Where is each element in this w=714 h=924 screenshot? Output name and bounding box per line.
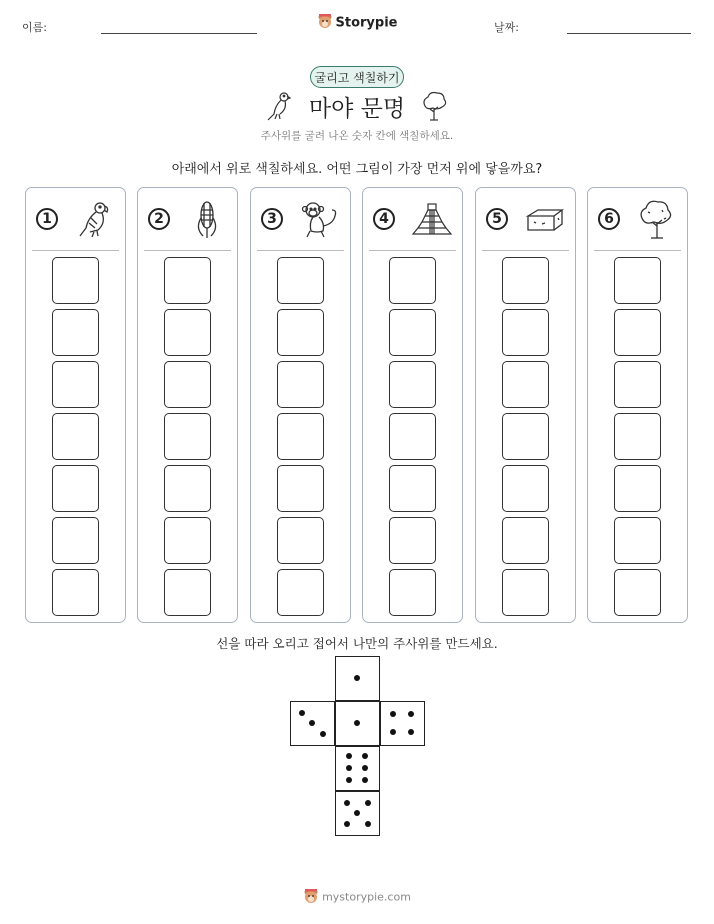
brand-name: Storypie bbox=[335, 15, 398, 31]
column-divider bbox=[257, 250, 344, 251]
column-number: 2 bbox=[148, 208, 170, 230]
color-box[interactable] bbox=[277, 569, 324, 616]
color-box[interactable] bbox=[614, 361, 661, 408]
dice-instruction: 선을 따라 오리고 접어서 나만의 주사위를 만드세요. bbox=[216, 636, 498, 651]
activity-badge: 굴리고 색칠하기 bbox=[310, 66, 404, 88]
column-2 bbox=[137, 187, 238, 623]
color-box[interactable] bbox=[277, 361, 324, 408]
column-divider bbox=[594, 250, 681, 251]
color-box[interactable] bbox=[52, 257, 99, 304]
dice-pip bbox=[390, 711, 396, 717]
color-box[interactable] bbox=[502, 309, 549, 356]
dice-pip bbox=[408, 711, 414, 717]
dice-pip bbox=[365, 800, 371, 806]
page-subtitle: 주사위를 굴려 나온 숫자 칸에 색칠하세요. bbox=[260, 130, 454, 142]
color-box[interactable] bbox=[389, 569, 436, 616]
parrot-icon bbox=[74, 198, 116, 240]
color-box[interactable] bbox=[164, 517, 211, 564]
dice-pip bbox=[408, 729, 414, 735]
color-box[interactable] bbox=[502, 257, 549, 304]
color-box[interactable] bbox=[52, 517, 99, 564]
color-box[interactable] bbox=[389, 413, 436, 460]
dice-pip bbox=[309, 720, 315, 726]
color-box[interactable] bbox=[389, 517, 436, 564]
color-box[interactable] bbox=[52, 309, 99, 356]
tree-icon bbox=[636, 198, 678, 240]
dice-pip bbox=[362, 777, 368, 783]
dice-pip bbox=[390, 729, 396, 735]
column-divider bbox=[482, 250, 569, 251]
dice-pip bbox=[346, 777, 352, 783]
color-box[interactable] bbox=[52, 465, 99, 512]
dice-pip bbox=[362, 765, 368, 771]
color-box[interactable] bbox=[502, 413, 549, 460]
monkey-icon bbox=[299, 198, 341, 240]
color-box[interactable] bbox=[277, 309, 324, 356]
dice-pip bbox=[354, 675, 360, 681]
color-box[interactable] bbox=[502, 361, 549, 408]
color-box[interactable] bbox=[164, 413, 211, 460]
column-number: 4 bbox=[373, 208, 395, 230]
color-box[interactable] bbox=[389, 257, 436, 304]
dice-face bbox=[335, 701, 380, 746]
dice-pip bbox=[354, 810, 360, 816]
brand-logo bbox=[0, 13, 714, 33]
dice-face bbox=[335, 791, 380, 836]
dice-pip bbox=[346, 765, 352, 771]
color-box[interactable] bbox=[164, 465, 211, 512]
column-6 bbox=[587, 187, 688, 623]
column-4 bbox=[362, 187, 463, 623]
color-box[interactable] bbox=[52, 413, 99, 460]
color-box[interactable] bbox=[614, 413, 661, 460]
color-box[interactable] bbox=[389, 465, 436, 512]
color-box[interactable] bbox=[277, 517, 324, 564]
dice-face bbox=[380, 701, 425, 746]
name-line bbox=[101, 33, 257, 34]
column-divider bbox=[369, 250, 456, 251]
dice-face bbox=[335, 656, 380, 701]
dice-pip bbox=[365, 821, 371, 827]
color-box[interactable] bbox=[614, 309, 661, 356]
color-box[interactable] bbox=[614, 569, 661, 616]
date-label: 날짜: bbox=[494, 21, 519, 34]
color-box[interactable] bbox=[277, 257, 324, 304]
color-box[interactable] bbox=[614, 257, 661, 304]
footer-site: mystorypie.com bbox=[322, 890, 411, 904]
bear-footer-icon bbox=[303, 888, 319, 907]
footer bbox=[0, 888, 714, 907]
dice-pip bbox=[320, 731, 326, 737]
color-box[interactable] bbox=[614, 517, 661, 564]
column-divider bbox=[32, 250, 119, 251]
column-number: 1 bbox=[36, 208, 58, 230]
stone-block-icon bbox=[524, 198, 566, 240]
column-1 bbox=[25, 187, 126, 623]
color-box[interactable] bbox=[164, 569, 211, 616]
dice-face bbox=[335, 746, 380, 791]
date-line bbox=[567, 33, 691, 34]
dice-pip bbox=[362, 753, 368, 759]
dice-pip bbox=[344, 821, 350, 827]
column-number: 5 bbox=[486, 208, 508, 230]
column-number: 6 bbox=[598, 208, 620, 230]
page-title: 마야 문명 bbox=[308, 96, 406, 122]
instruction-text: 아래에서 위로 색칠하세요. 어떤 그림이 가장 먼저 위에 닿을까요? bbox=[171, 162, 543, 177]
color-box[interactable] bbox=[389, 361, 436, 408]
column-divider bbox=[144, 250, 231, 251]
dice-pip bbox=[299, 710, 305, 716]
color-box[interactable] bbox=[502, 465, 549, 512]
color-box[interactable] bbox=[277, 465, 324, 512]
color-box[interactable] bbox=[52, 569, 99, 616]
color-box[interactable] bbox=[164, 309, 211, 356]
tree-title-icon bbox=[420, 90, 448, 122]
color-box[interactable] bbox=[389, 309, 436, 356]
color-box[interactable] bbox=[52, 361, 99, 408]
color-box[interactable] bbox=[164, 257, 211, 304]
pyramid-icon bbox=[411, 198, 453, 240]
dice-face bbox=[290, 701, 335, 746]
dice-pip bbox=[354, 720, 360, 726]
bear-icon bbox=[317, 13, 333, 33]
column-3 bbox=[250, 187, 351, 623]
color-box[interactable] bbox=[502, 569, 549, 616]
color-box[interactable] bbox=[164, 361, 211, 408]
column-5 bbox=[475, 187, 576, 623]
dice-pip bbox=[346, 753, 352, 759]
dice-pip bbox=[344, 800, 350, 806]
color-box[interactable] bbox=[614, 465, 661, 512]
corn-icon bbox=[186, 198, 228, 240]
color-box[interactable] bbox=[277, 413, 324, 460]
color-box[interactable] bbox=[502, 517, 549, 564]
name-label: 이름: bbox=[22, 21, 47, 34]
column-number: 3 bbox=[261, 208, 283, 230]
